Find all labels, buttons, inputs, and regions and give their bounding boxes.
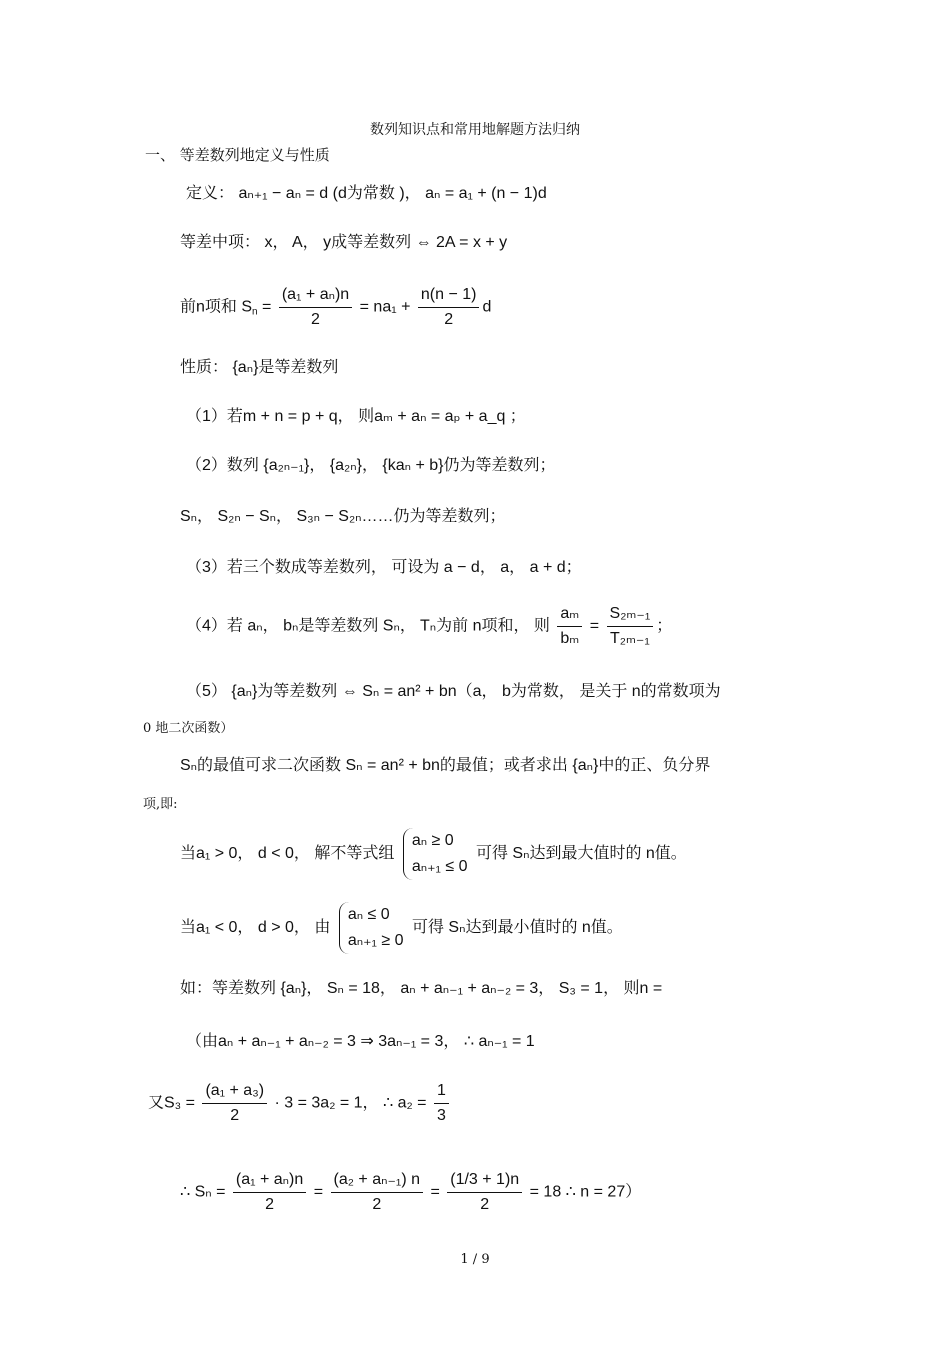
solution-line-3 xyxy=(180,1170,641,1215)
section-heading: 一、 等差数列地定义与性质 xyxy=(145,146,330,164)
property-5b: 0 地二次函数） xyxy=(143,721,234,736)
solution-3-eq-2: = xyxy=(430,1183,440,1201)
definition-line: 定义： aₙ₊₁ − aₙ = d (d为常数 )， aₙ = a₁ + (n − 1)d xyxy=(186,185,547,202)
page-number: 1 / 9 xyxy=(460,1252,490,1267)
solution-line-2 xyxy=(148,1081,452,1126)
property-3: （3）若三个数成等差数列， 可设为 a − d， a， a + d； xyxy=(186,559,582,576)
sum-fraction-2: $\frac{n(n - 1)}{2}$ xyxy=(418,285,480,330)
case-1-system: aₙ ≥ 0 aₙ₊₁ ≤ 0 xyxy=(403,828,468,880)
solution-2-middle: · 3 = 3a₂ = 1， ∴ a₂ = xyxy=(274,1094,427,1112)
property-1: （1）若m + n = p + q， 则aₘ + aₙ = aₚ + a_q ； xyxy=(186,408,526,425)
document-title: 数列知识点和常用地解题方法归纳 xyxy=(370,122,580,138)
case-2-tail: 可得 Sₙ达到最小值时的 n值。 xyxy=(411,919,623,937)
solution-2-prefix: 又S₃ = xyxy=(148,1094,195,1112)
solution-2-fraction: $\frac{\text{(a₁ + a₃)}}{2}$ xyxy=(202,1081,267,1126)
extreme-line-b: 项,即: xyxy=(143,797,178,812)
property-4 xyxy=(186,604,672,649)
property-4-eq: = xyxy=(589,617,600,635)
sum-formula-line: 前n项和 $S_n$ = $\frac{\text{(a₁ + aₙ)n}}{2}$ = na₁ + $\frac{n(n - 1)}{2}$ d xyxy=(180,286,492,328)
solution-2-fraction-2: $\frac{1}{3}$ xyxy=(434,1081,449,1126)
solution-3-fraction-3: $\frac{(1/3 + 1)n}{2}$ xyxy=(447,1170,522,1215)
solution-3-eq-1: = xyxy=(313,1183,324,1201)
solution-line-1: （由aₙ + aₙ₋₁ + aₙ₋₂ = 3 ⇒ 3aₙ₋₁ = 3， ∴ aₙ₋₁ = 1 xyxy=(186,1033,535,1050)
case-2-prefix: 当a₁ < 0， d > 0， 由 xyxy=(180,919,331,937)
property-2b: Sₙ， S₂ₙ − Sₙ， S₃ₙ − S₂ₙ……仍为等差数列； xyxy=(180,508,506,525)
sum-tail: d xyxy=(482,298,492,316)
case-2-system: aₙ ≤ 0 aₙ₊₁ ≥ 0 xyxy=(339,902,404,954)
example-line: 如：等差数列 {aₙ}， Sₙ = 18， aₙ + aₙ₋₁ + aₙ₋₂ = 3， S₃ = 1， 则n = xyxy=(180,980,663,997)
sum-fraction-1: $\frac{\text{(a₁ + aₙ)n}}{2}$ xyxy=(279,285,352,330)
extreme-line: Sₙ的最值可求二次函数 Sₙ = an² + bn的最值；或者求出 {aₙ}中的正、负分界 xyxy=(180,757,711,774)
property-4-prefix: （4）若 aₙ， bₙ是等差数列 Sₙ， Tₙ为前 n项和， 则 xyxy=(186,617,550,635)
middle-term-line: 等差中项： x， A， y成等差数列 ⇔ 2A = x + y xyxy=(180,234,508,251)
property-4-tail: ； xyxy=(656,617,673,635)
property-5: （5） {aₙ}为等差数列 ⇔ Sₙ = an² + bn（a， b为常数， 是关于 n的常数项为 xyxy=(186,683,721,700)
case-1-line xyxy=(180,828,687,880)
property-heading: 性质： {aₙ}是等差数列 xyxy=(180,359,339,376)
property-2: （2）数列 {a₂ₙ₋₁}， {a₂ₙ}， {kaₙ + b}仍为等差数列； xyxy=(186,457,556,474)
solution-3-tail: = 18 ∴ n = 27） xyxy=(529,1183,642,1201)
case-2-line xyxy=(180,902,623,954)
sum-prefix: 前n项和 S xyxy=(180,298,253,316)
solution-3-fraction-1: $\frac{\text{(a₁ + aₙ)n}}{2}$ xyxy=(233,1170,306,1215)
case-1-prefix: 当a₁ > 0， d < 0， 解不等式组 xyxy=(180,845,395,863)
case-1-tail: 可得 Sₙ达到最大值时的 n值。 xyxy=(475,845,687,863)
solution-3-fraction-2: $\frac{\text{(a₂ + aₙ₋₁) n}}{2}$ xyxy=(331,1170,423,1215)
property-4-fraction-1: $\frac{\text{aₘ}}{\text{bₘ}}$ xyxy=(557,604,582,649)
solution-3-prefix: ∴ Sₙ = xyxy=(180,1183,226,1201)
property-4-fraction-2: $\frac{\text{S₂ₘ₋₁}}{\text{T₂ₘ₋₁}}$ xyxy=(607,604,654,649)
sum-middle: = na₁ + xyxy=(359,298,411,316)
